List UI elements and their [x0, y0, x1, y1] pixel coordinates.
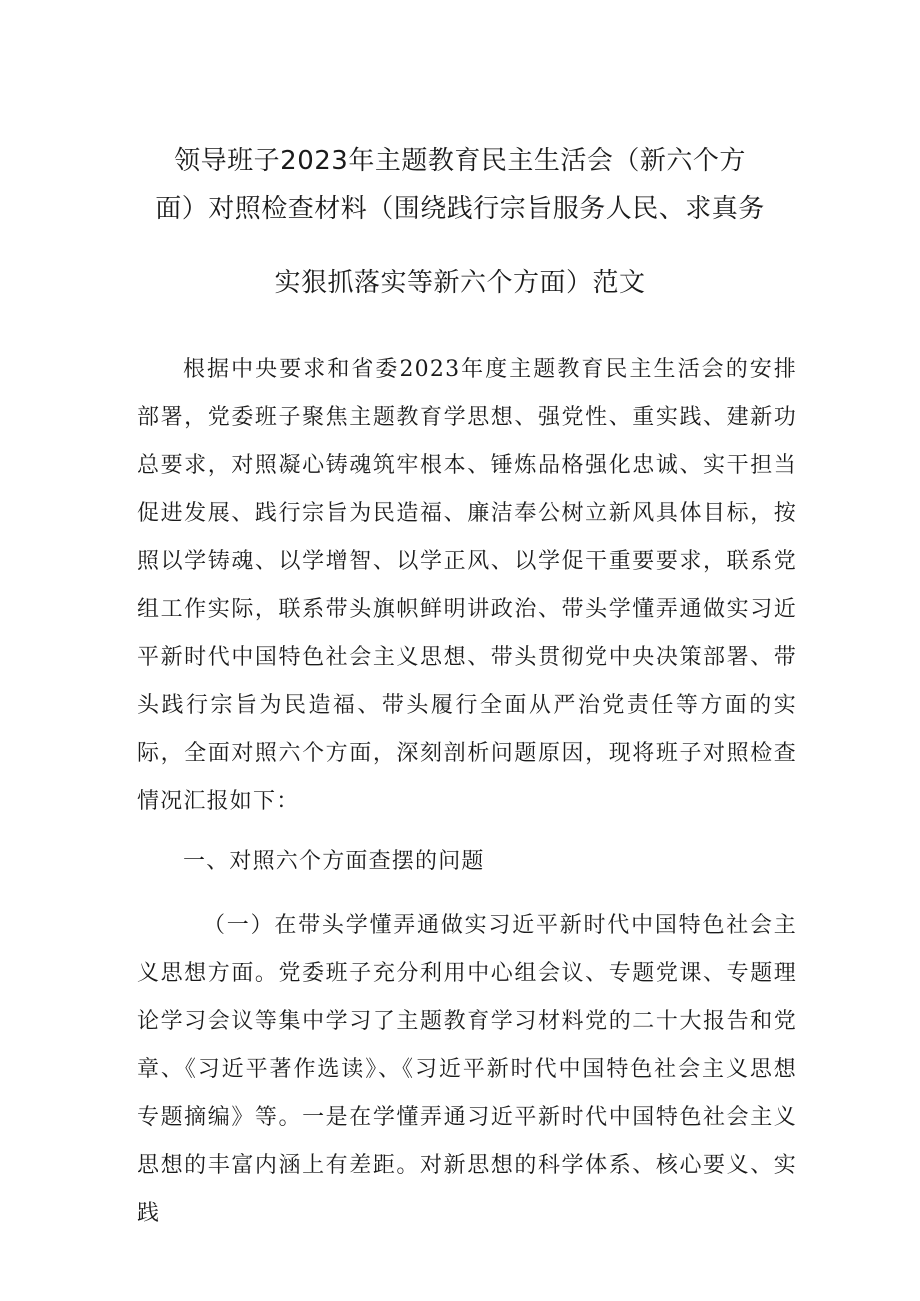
title-line-1: 领导班子2023年主题教育民主生活会（新六个方 — [174, 146, 746, 176]
section-heading-1: 一、对照六个方面查摆的问题 — [183, 849, 485, 874]
title-line-2: 面）对照检查材料（围绕践行宗旨服务人民、求真务 — [155, 194, 765, 224]
subsection-paragraph-1: （一）在带头学懂弄通做实习近平新时代中国特色社会主义思想方面。党委班子充分利用中心组会议、专题党课、专题理论学习会议等集中学习了主题教育学习材料党的二十大报告和党章、《习近平著作选读》、《习近平新时代中国特色社会主义思想专题摘编》等。一是在学懂弄通习近平新时代中国特色社会主义思想的丰富内涵上有差距。对新思想的科学体系、核心要义、实践 — [137, 913, 797, 1226]
intro-paragraph: 根据中央要求和省委2023年度主题教育民主生活会的安排部署，党委班子聚焦主题教育学思想、强党性、重实践、建新功总要求，对照凝心铸魂筑牢根本、锤炼品格强化忠诚、实干担当促进发展、践行宗旨为民造福、廉洁奉公树立新风具体目标，按照以学铸魂、以学增智、以学正风、以学促干重要要求，联系党组工作实际，联系带头旗帜鲜明讲政治、带头学懂弄通做实习近平新时代中国特色社会主义思想、带头贯彻党中央决策部署、带头践行宗旨为民造福、带头履行全面从严治党责任等方面的实际，全面对照六个方面，深刻剖析问题原因，现将班子对照检查情况汇报如下： — [137, 357, 797, 814]
title-line-3: 实狠抓落实等新六个方面）范文 — [274, 268, 646, 298]
